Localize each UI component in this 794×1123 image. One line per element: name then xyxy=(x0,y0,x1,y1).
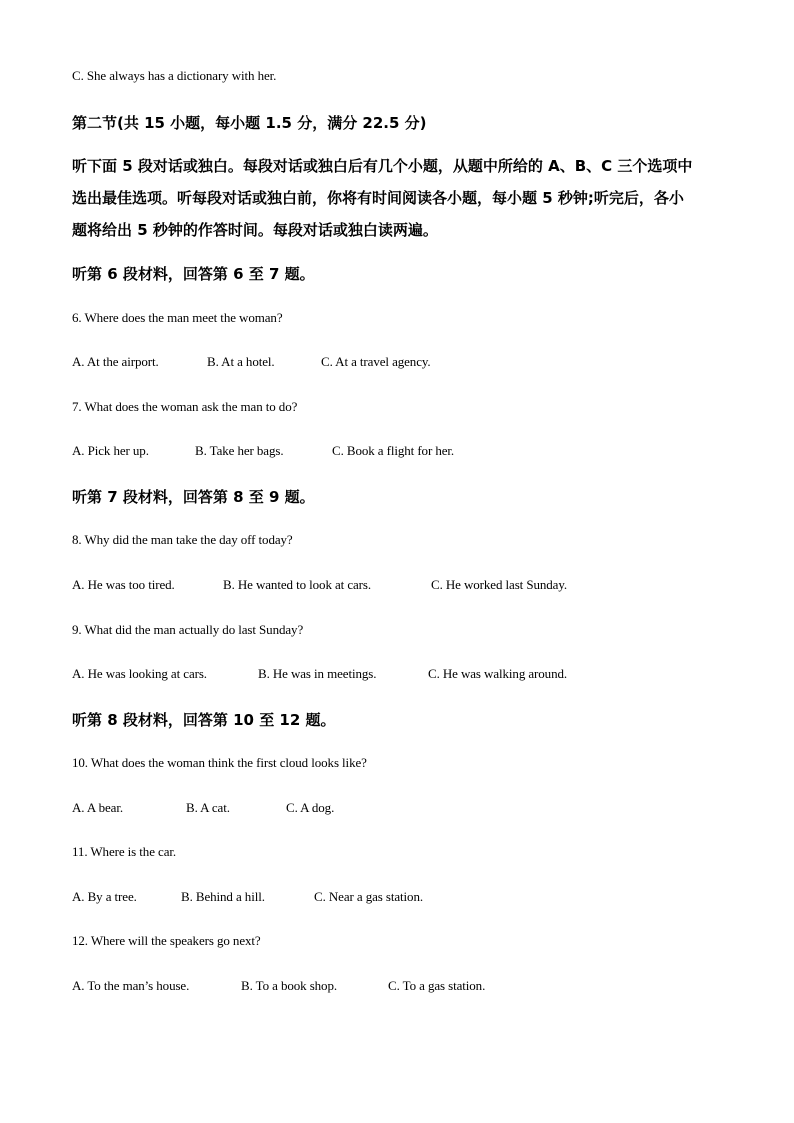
question-text: 11. Where is the car. xyxy=(72,844,177,859)
option-c: C. At a travel agency. xyxy=(321,354,431,369)
option-a: A. He was too tired. xyxy=(72,577,175,592)
option-a: A. Pick her up. xyxy=(72,443,149,458)
instructions-line-3: 题将给出 5 秒钟的作答时间。每段对话或独白读两遍。 xyxy=(72,221,438,239)
question-text: 7. What does the woman ask the man to do? xyxy=(72,399,298,414)
question-text: 6. Where does the man meet the woman? xyxy=(72,310,283,325)
option-c: C. He was walking around. xyxy=(428,666,568,681)
instructions-line-1: 听下面 5 段对话或独白。每段对话或独白后有几个小题，从题中所给的 A、B、C 三个选项中 xyxy=(72,157,693,175)
option-a: A. By a tree. xyxy=(72,889,137,904)
group-heading: 听第 7 段材料，回答第 8 至 9 题。 xyxy=(72,488,315,506)
question-text: 9. What did the man actually do last Sunday? xyxy=(72,622,304,637)
question-text: 10. What does the woman think the first cloud looks like? xyxy=(72,755,367,770)
option-b: B. Take her bags. xyxy=(195,443,284,458)
option-c: C. Book a flight for her. xyxy=(332,443,455,458)
question-text: 8. Why did the man take the day off today? xyxy=(72,532,293,547)
group-heading: 听第 6 段材料，回答第 6 至 7 题。 xyxy=(72,265,315,283)
question-text: 12. Where will the speakers go next? xyxy=(72,933,261,948)
option-c: C. He worked last Sunday. xyxy=(431,577,568,592)
option-b: B. At a hotel. xyxy=(207,354,275,369)
option-b: B. Behind a hill. xyxy=(181,889,265,904)
option-b: B. He wanted to look at cars. xyxy=(223,577,372,592)
group-heading: 听第 8 段材料，回答第 10 至 12 题。 xyxy=(72,711,336,729)
option-c: C. Near a gas station. xyxy=(314,889,423,904)
instructions-line-2: 选出最佳选项。听每段对话或独白前，你将有时间阅读各小题，每小题 5 秒钟;听完后，各小 xyxy=(72,189,684,207)
option-a: A. To the man’s house. xyxy=(72,978,190,993)
section-title: 第二节(共 15 小题，每小题 1.5 分，满分 22.5 分) xyxy=(72,114,427,132)
option-b: B. He was in meetings. xyxy=(258,666,377,681)
option-c: C. A dog. xyxy=(286,800,335,815)
previous-option-c: C. She always has a dictionary with her. xyxy=(72,68,277,83)
option-a: A. At the airport. xyxy=(72,354,159,369)
option-a: A. A bear. xyxy=(72,800,123,815)
option-b: B. To a book shop. xyxy=(241,978,337,993)
option-c: C. To a gas station. xyxy=(388,978,486,993)
option-b: B. A cat. xyxy=(186,800,230,815)
option-a: A. He was looking at cars. xyxy=(72,666,207,681)
